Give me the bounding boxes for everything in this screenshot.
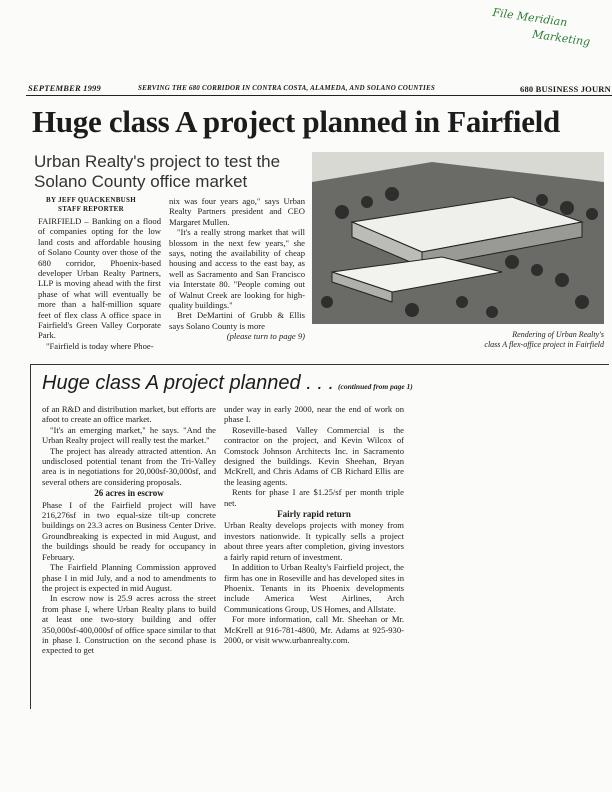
tagline: SERVING THE 680 CORRIDOR IN CONTRA COSTA, ALAMEDA, AND SOLANO COUNTIES bbox=[138, 84, 435, 92]
headline: Huge class A project planned in Fairfield bbox=[32, 104, 560, 139]
front-column-2 bbox=[169, 196, 305, 342]
jump-line: (please turn to page 9) bbox=[226, 331, 305, 342]
cont-col2-para1: under way in early 2000, near the end of work on phase I. bbox=[224, 404, 404, 425]
header-rule bbox=[26, 95, 612, 96]
continuation-heading bbox=[42, 372, 413, 395]
project-rendering bbox=[312, 152, 604, 324]
cont-col2-para3: Rents for phase I are $1.25/sf per month triple net. bbox=[224, 487, 404, 508]
byline bbox=[46, 196, 136, 214]
deck-line-1: Urban Realty's project to test the bbox=[34, 152, 281, 171]
issue-date: SEPTEMBER 1999 bbox=[28, 83, 101, 93]
byline-title: STAFF REPORTER bbox=[58, 205, 124, 213]
front-col1-para1: FAIRFIELD – Banking on a flood of companies opting for the low land costs and affordable housing of Solano County over those of the 680 corridor, Phoenix-based developer Urban Realty Partners, LLP is moving ahead with the first phase of what will eventually be more than a half-million square feet of flex class A office space in Fairfield's Green Valley Corporate Park. bbox=[38, 216, 161, 341]
cont-col1-para2: "It's an emerging market," he says. "And the Urban Realty project will really test the market." bbox=[42, 424, 216, 446]
deck bbox=[34, 152, 304, 192]
front-col2-para3: Bret DeMartini of Grubb & Ellis says Solano County is more bbox=[169, 310, 305, 331]
handwritten-note-line1: File Meridian bbox=[491, 5, 569, 30]
cont-col2-para2: Roseville-based Valley Commercial is the contractor on the project, and Kevin Wilcox of Comstock Johnson Architects Inc. in Sacramento designed the buildings. Kevin Sheehan, Bryan McKrell, and Chris Adams of CB Richard Ellis are the leasing agents. bbox=[224, 424, 404, 487]
handwritten-note bbox=[491, 5, 610, 49]
cont-col2-para4: Urban Realty develops projects with money from investors nationwide. It typically sells a project about three years after completion, giving investors a fairly rapid return of investment. bbox=[224, 520, 404, 562]
publication-name: 680 BUSINESS JOURN bbox=[520, 84, 611, 94]
caption-line-2: class A flex-office project in Fairfield bbox=[484, 340, 604, 349]
subhead-escrow: 26 acres in escrow bbox=[94, 488, 164, 499]
deck-line-2: Solano County office market bbox=[34, 172, 248, 191]
cont-col1-para4: Phase I of the Fairfield project will have 216,276sf in two equal-size tilt-up concrete buildings on 23.3 acres on Business Center Drive. Groundbreaking is expected in mid August, and the buildings should be ready for occupancy in February. bbox=[42, 499, 216, 562]
cont-col1-para5: The Fairfield Planning Commission approved phase I in mid July, and a nod to amendments to the project is expected in mid August. bbox=[42, 562, 216, 593]
cont-col1-para6: In escrow now is 25.9 acres across the street from phase I, where Urban Realty plans to build at least one two-story building and offer 350,000sf-400,000sf of office space similar to that in phase I. Construction on the second phase is expected to get bbox=[42, 593, 216, 656]
subhead-return: Fairly rapid return bbox=[277, 509, 351, 520]
cont-col1-para1: of an R&D and distribution market, but efforts are afoot to create an office market. bbox=[42, 404, 216, 425]
cont-col2-para5: In addition to Urban Realty's Fairfield project, the firm has one in Roseville and has developed sites in Phoenix. Tenants in its Phoenix developments include America West Airlines, Arch Communications Group, US Homes, and Allstate. bbox=[224, 562, 404, 614]
front-col2-para1: nix was four years ago," says Urban Realty Partners president and CEO Margaret Mullen. bbox=[169, 196, 305, 227]
byline-name: BY JEFF QUACKENBUSH bbox=[46, 196, 136, 204]
front-column-1 bbox=[38, 216, 161, 351]
continuation-title: Huge class A project planned . . . bbox=[42, 372, 335, 394]
rendering-caption bbox=[410, 330, 604, 350]
front-col1-para2: "Fairfield is today where Phoe- bbox=[46, 340, 154, 351]
cont-column-1 bbox=[42, 404, 216, 656]
cont-column-2 bbox=[224, 404, 404, 645]
handwritten-note-line2: Marketing bbox=[531, 27, 592, 49]
continuation-note: (continued from page 1) bbox=[338, 382, 413, 391]
caption-line-1: Rendering of Urban Realty's bbox=[512, 330, 604, 339]
front-col2-para2: "It's a really strong market that will blossom in the next few years," she says, noting the availability of cheap housing and access to the east bay, as well as Sacramento and San Francisco via Interstate 80. "People coming out of Walnut Creek are looking for high-quality buildings." bbox=[169, 227, 305, 311]
cont-col2-para6: For more information, call Mr. Sheehan or Mr. McKrell at 916-781-4800, Mr. Adams at 925-930-2000, or visit www.urbanrealty.com. bbox=[224, 614, 404, 645]
cont-col1-para3: The project has already attracted attention. An undisclosed potential tenant from the Tri-Valley area is in negotiations for 20,000sf-30,000sf, and several others are considering proposals. bbox=[42, 445, 216, 487]
rendering-illustration bbox=[312, 152, 604, 324]
